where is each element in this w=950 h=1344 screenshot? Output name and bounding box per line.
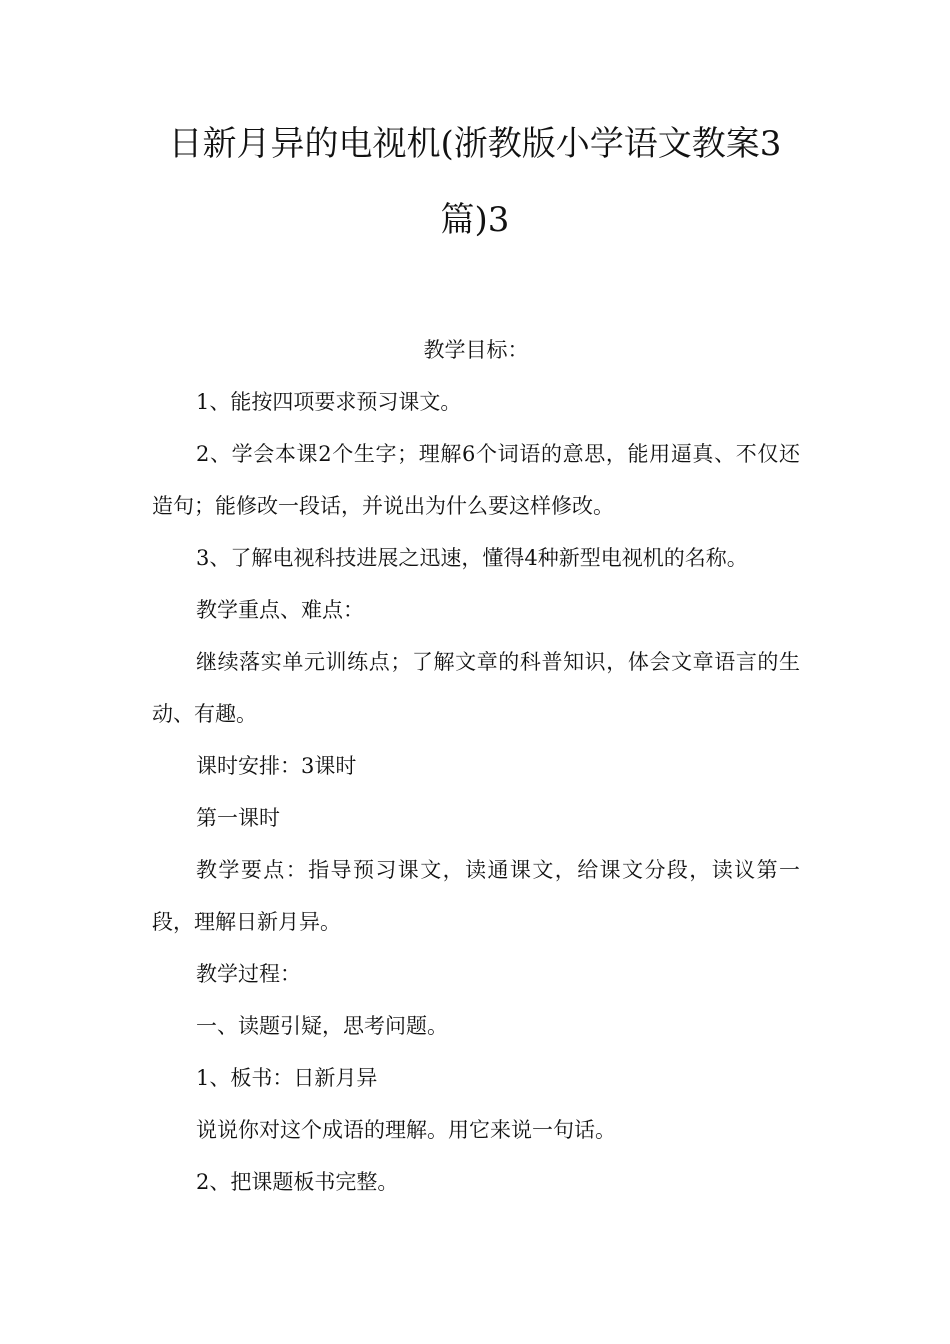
paragraph: 2、学会本课2个生字；理解6个词语的意思，能用逼真、不仅还造句；能修改一段话，并说出为什么要这样修改。 (152, 442, 800, 518)
document-title-line-1: 日新月异的电视机(浙教版小学语文教案3 (168, 124, 782, 164)
heading-teaching-goals: 教学目标： (423, 338, 529, 362)
paragraph: 1、板书：日新月异 (196, 1066, 378, 1090)
paragraph: 一、读题引疑，思考问题。 (196, 1014, 448, 1038)
paragraph: 说说你对这个成语的理解。用它来说一句话。 (196, 1118, 616, 1142)
paragraph: 教学要点：指导预习课文，读通课文，给课文分段，读议第一段，理解日新月异。 (152, 858, 800, 934)
paragraph: 3、了解电视科技进展之迅速，懂得4种新型电视机的名称。 (196, 546, 748, 570)
heading-key-points: 教学重点、难点： (196, 598, 364, 622)
paragraph: 2、把课题板书完整。 (196, 1170, 399, 1194)
paragraph: 第一课时 (196, 806, 280, 830)
paragraph: 课时安排：3课时 (196, 754, 357, 778)
document-body (152, 324, 800, 1208)
document-title-line-2: 篇)3 (440, 200, 510, 240)
paragraph: 1、能按四项要求预习课文。 (196, 390, 462, 414)
paragraph: 继续落实单元训练点；了解文章的科普知识，体会文章语言的生动、有趣。 (152, 650, 800, 726)
paragraph: 教学过程： (196, 962, 301, 986)
